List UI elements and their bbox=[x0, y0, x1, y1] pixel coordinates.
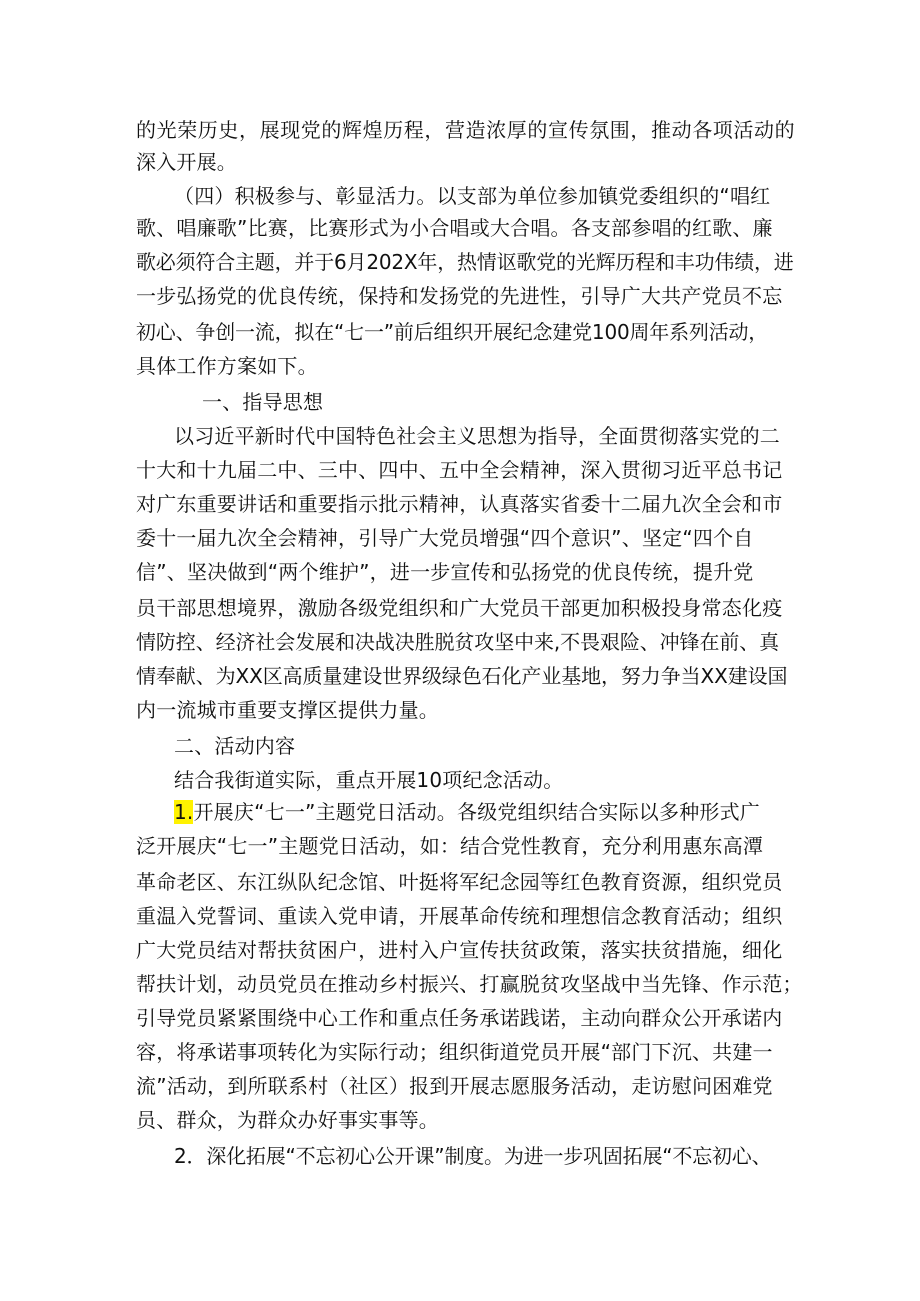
text-line: 革命老区、东江纵队纪念馆、叶挺将军纪念园等红色教育资源，组织党员 bbox=[136, 870, 783, 894]
text-line: 流”活动，到所联系村（社区）报到开展志愿服务活动，走访慰问困难党 bbox=[136, 1074, 773, 1098]
text-line: 一步弘扬党的优良传统，保持和发扬党的先进性，引导广大共产党员不忘 bbox=[136, 284, 783, 308]
text-line: 情奉献、为XX区高质量建设世界级绿色石化产业基地，努力争当XX建设国 bbox=[136, 664, 788, 688]
text-line: 广大党员结对帮扶贫困户，进村入户宣传扶贫政策，落实扶贫措施，细化 bbox=[136, 938, 783, 962]
text-line: 帮扶计划，动员党员在推动乡村振兴、打赢脱贫攻坚战中当先锋、作示范； bbox=[136, 972, 803, 996]
text-line: 的光荣历史，展现党的辉煌历程，营造浓厚的宣传氛围，推动各项活动的 bbox=[136, 118, 796, 142]
text-line: 歌、唱廉歌”比赛，比赛形式为小合唱或大合唱。各支部参唱的红歌、廉 bbox=[136, 216, 773, 240]
text-line: 内一流城市重要支撑区提供力量。 bbox=[136, 698, 439, 722]
text-line: 初心、争创一流，拟在“七一”前后组织开展纪念建党100周年系列活动， bbox=[136, 320, 769, 344]
text-line: 具体工作方案如下。 bbox=[136, 354, 318, 378]
highlighted-item-number: 1. bbox=[174, 800, 194, 824]
text-line: 容，将承诺事项转化为实际行动；组织街道党员开展“部门下沉、共建一 bbox=[136, 1040, 773, 1064]
text-line: 委十一届九次全会精神，引导广大党员增强“四个意识”、坚定“四个自 bbox=[136, 526, 754, 550]
text-line: 歌必须符合主题，并于6月202X年，热情讴歌党的光辉历程和丰功伟绩，进 bbox=[136, 250, 794, 274]
text-line: 以习近平新时代中国特色社会主义思想为指导，全面贯彻落实党的二 bbox=[174, 424, 780, 448]
text-line: 结合我街道实际，重点开展10项纪念活动。 bbox=[174, 768, 564, 792]
text-line: 情防控、经济社会发展和决战决胜脱贫攻坚中来,不畏艰险、冲锋在前、真 bbox=[136, 630, 780, 654]
list-item-text: 开展庆“七一”主题党日活动。各级党组织结合实际以多种形式广 bbox=[193, 800, 761, 824]
text-line: 对广东重要讲话和重要指示批示精神，认真落实省委十二届九次全会和市 bbox=[136, 492, 783, 516]
text-line: 重温入党誓词、重读入党申请，开展革命传统和理想信念教育活动；组织 bbox=[136, 904, 783, 928]
text-line: 泛开展庆“七一”主题党日活动，如：结合党性教育，充分利用惠东高潭 bbox=[136, 834, 764, 858]
text-line: 深入开展。 bbox=[136, 150, 237, 174]
text-line: 员干部思想境界，激励各级党组织和广大党员干部更加积极投身常态化疫 bbox=[136, 596, 783, 620]
list-item-1-first-line bbox=[174, 798, 760, 826]
text-line: 引导党员紧紧围绕中心工作和重点任务承诺践诺，主动向群众公开承诺内 bbox=[136, 1006, 783, 1030]
text-line: 员、群众，为群众办好事实事等。 bbox=[136, 1108, 439, 1132]
text-line: 十大和十九届二中、三中、四中、五中全会精神，深入贯彻习近平总书记 bbox=[136, 458, 783, 482]
list-item-2-first-line: 2．深化拓展“不忘初心公开课”制度。为进一步巩固拓展“不忘初心、 bbox=[174, 1144, 772, 1168]
text-line: （四）积极参与、彰显活力。以支部为单位参加镇党委组织的“唱红 bbox=[174, 184, 771, 208]
section-heading: 二、活动内容 bbox=[174, 734, 296, 758]
text-line: 信”、坚决做到“两个维护”，进一步宣传和弘扬党的优良传统，提升党 bbox=[136, 560, 754, 584]
section-heading: 一、指导思想 bbox=[202, 390, 324, 414]
